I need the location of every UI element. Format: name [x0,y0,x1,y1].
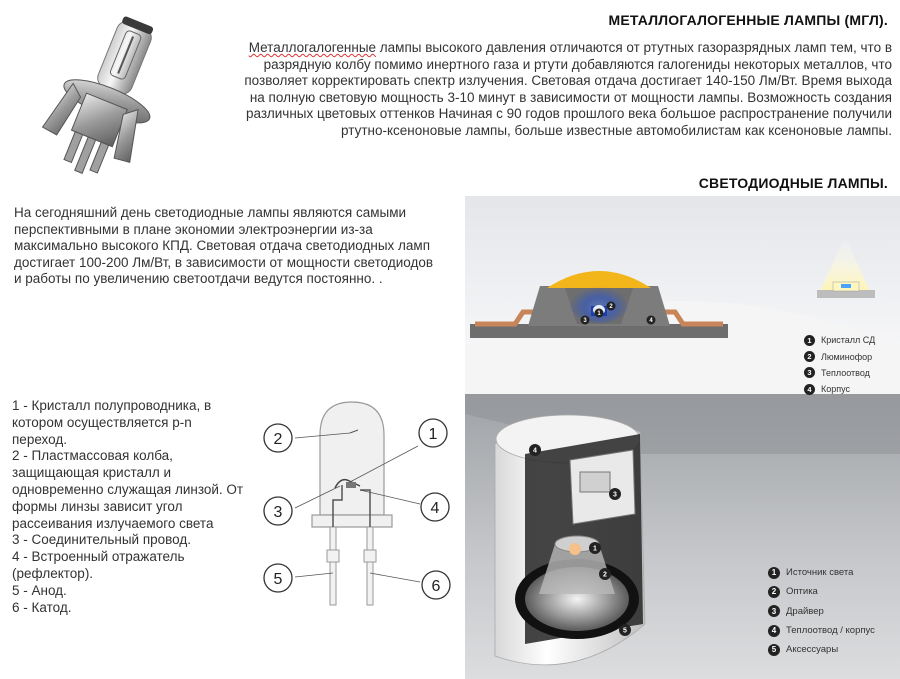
legend-item: 3 - Соединительный провод. [12,532,192,548]
callout-1 [419,419,447,447]
callout-2 [264,424,292,452]
callout-6 [422,571,450,599]
smd-legend-item: 1 Кристалл СД [804,332,875,348]
svg-text:5: 5 [623,627,627,635]
svg-text:1: 1 [593,545,597,553]
spot-legend-item: 5 Аксессуары [768,640,875,659]
svg-text:1: 1 [597,311,601,317]
legend-item: 4 - Встроенный отражатель (рефлектор). [12,549,185,581]
mgl-section-title: МЕТАЛЛОГАЛОГЕННЫЕ ЛАМПЫ (МГЛ). [608,12,888,28]
svg-text:4: 4 [649,318,653,324]
svg-text:4: 4 [533,447,537,455]
spot-legend-item: 1 Источник света [768,563,875,582]
legend-item: 5 - Анод. [12,582,67,598]
mgl-description [244,40,892,139]
led-diagram-legend [12,398,244,616]
svg-text:3: 3 [273,504,283,521]
smd-legend-item: 2 Люминофор [804,348,875,364]
svg-text:4: 4 [430,500,440,517]
legend-item: 1 - Кристалл полупроводника, в котором осуществляется p-n переход. [12,398,212,447]
svg-text:1: 1 [428,426,438,443]
spot-legend-item: 3 Драйвер [768,602,875,621]
legend-item: 6 - Катод. [12,599,72,615]
led-lens-dome [320,402,384,515]
smd-legend-item: 3 Теплоотвод [804,365,875,381]
halogen-bulb-image [28,8,178,196]
smd-legend-item: 4 Корпус [804,381,875,397]
mgl-first-word: Металлогалогенные [248,40,377,55]
spot-legend-item: 2 Оптика [768,582,875,601]
callout-4 [421,493,449,521]
led-section-title: СВЕТОДИОДНЫЕ ЛАМПЫ. [698,175,888,191]
spot-legend-item: 4 Теплоотвод / корпус [768,621,875,640]
svg-text:2: 2 [273,431,283,448]
mgl-text: лампы высокого давления отличаются от ртутных газоразрядных ламп тем, что в разрядную колбу помимо инертного газа и ртути добавляются галогениды некоторых металлов, что позволяет корректировать спектр излучения. Световая отдача достигает 140-150 Лм/Вт. Время выхода на полную световую мощность 3-10 минут в зависимости от мощности лампы. Возможность создания различных цветовых оттенков Начиная с 90 годов прошлого века большое распространение получили ртутно-ксеноновые лампы, больше известные автомобилистам как ксеноновые лампы. [244,40,892,138]
svg-text:3: 3 [613,491,617,499]
svg-text:2: 2 [603,571,607,579]
smd-legend [804,332,875,398]
svg-text:2: 2 [609,304,613,310]
callout-3 [264,497,292,525]
spotlight-legend [768,563,875,659]
svg-text:5: 5 [273,571,283,588]
svg-text:3: 3 [583,318,587,324]
legend-item: 2 - Пластмассовая колба, защищающая кристалл и одновременно служащая линзой. От формы линзы зависит угол рассеивания излучаемого света [12,448,244,531]
led-description: На сегодняшний день светодиодные лампы являются самыми перспективными в плане экономии электроэнергии из-за максимально высокого КПД. Световая отдача светодиодных ламп достигает 100-200 Лм/Вт, в зависимости от мощности светодиодов и работы по увеличению светоотдачи ведутся постоянно. . [14,205,434,286]
svg-text:6: 6 [431,578,441,595]
led-schematic-diagram [250,390,460,620]
callout-5 [264,564,292,592]
